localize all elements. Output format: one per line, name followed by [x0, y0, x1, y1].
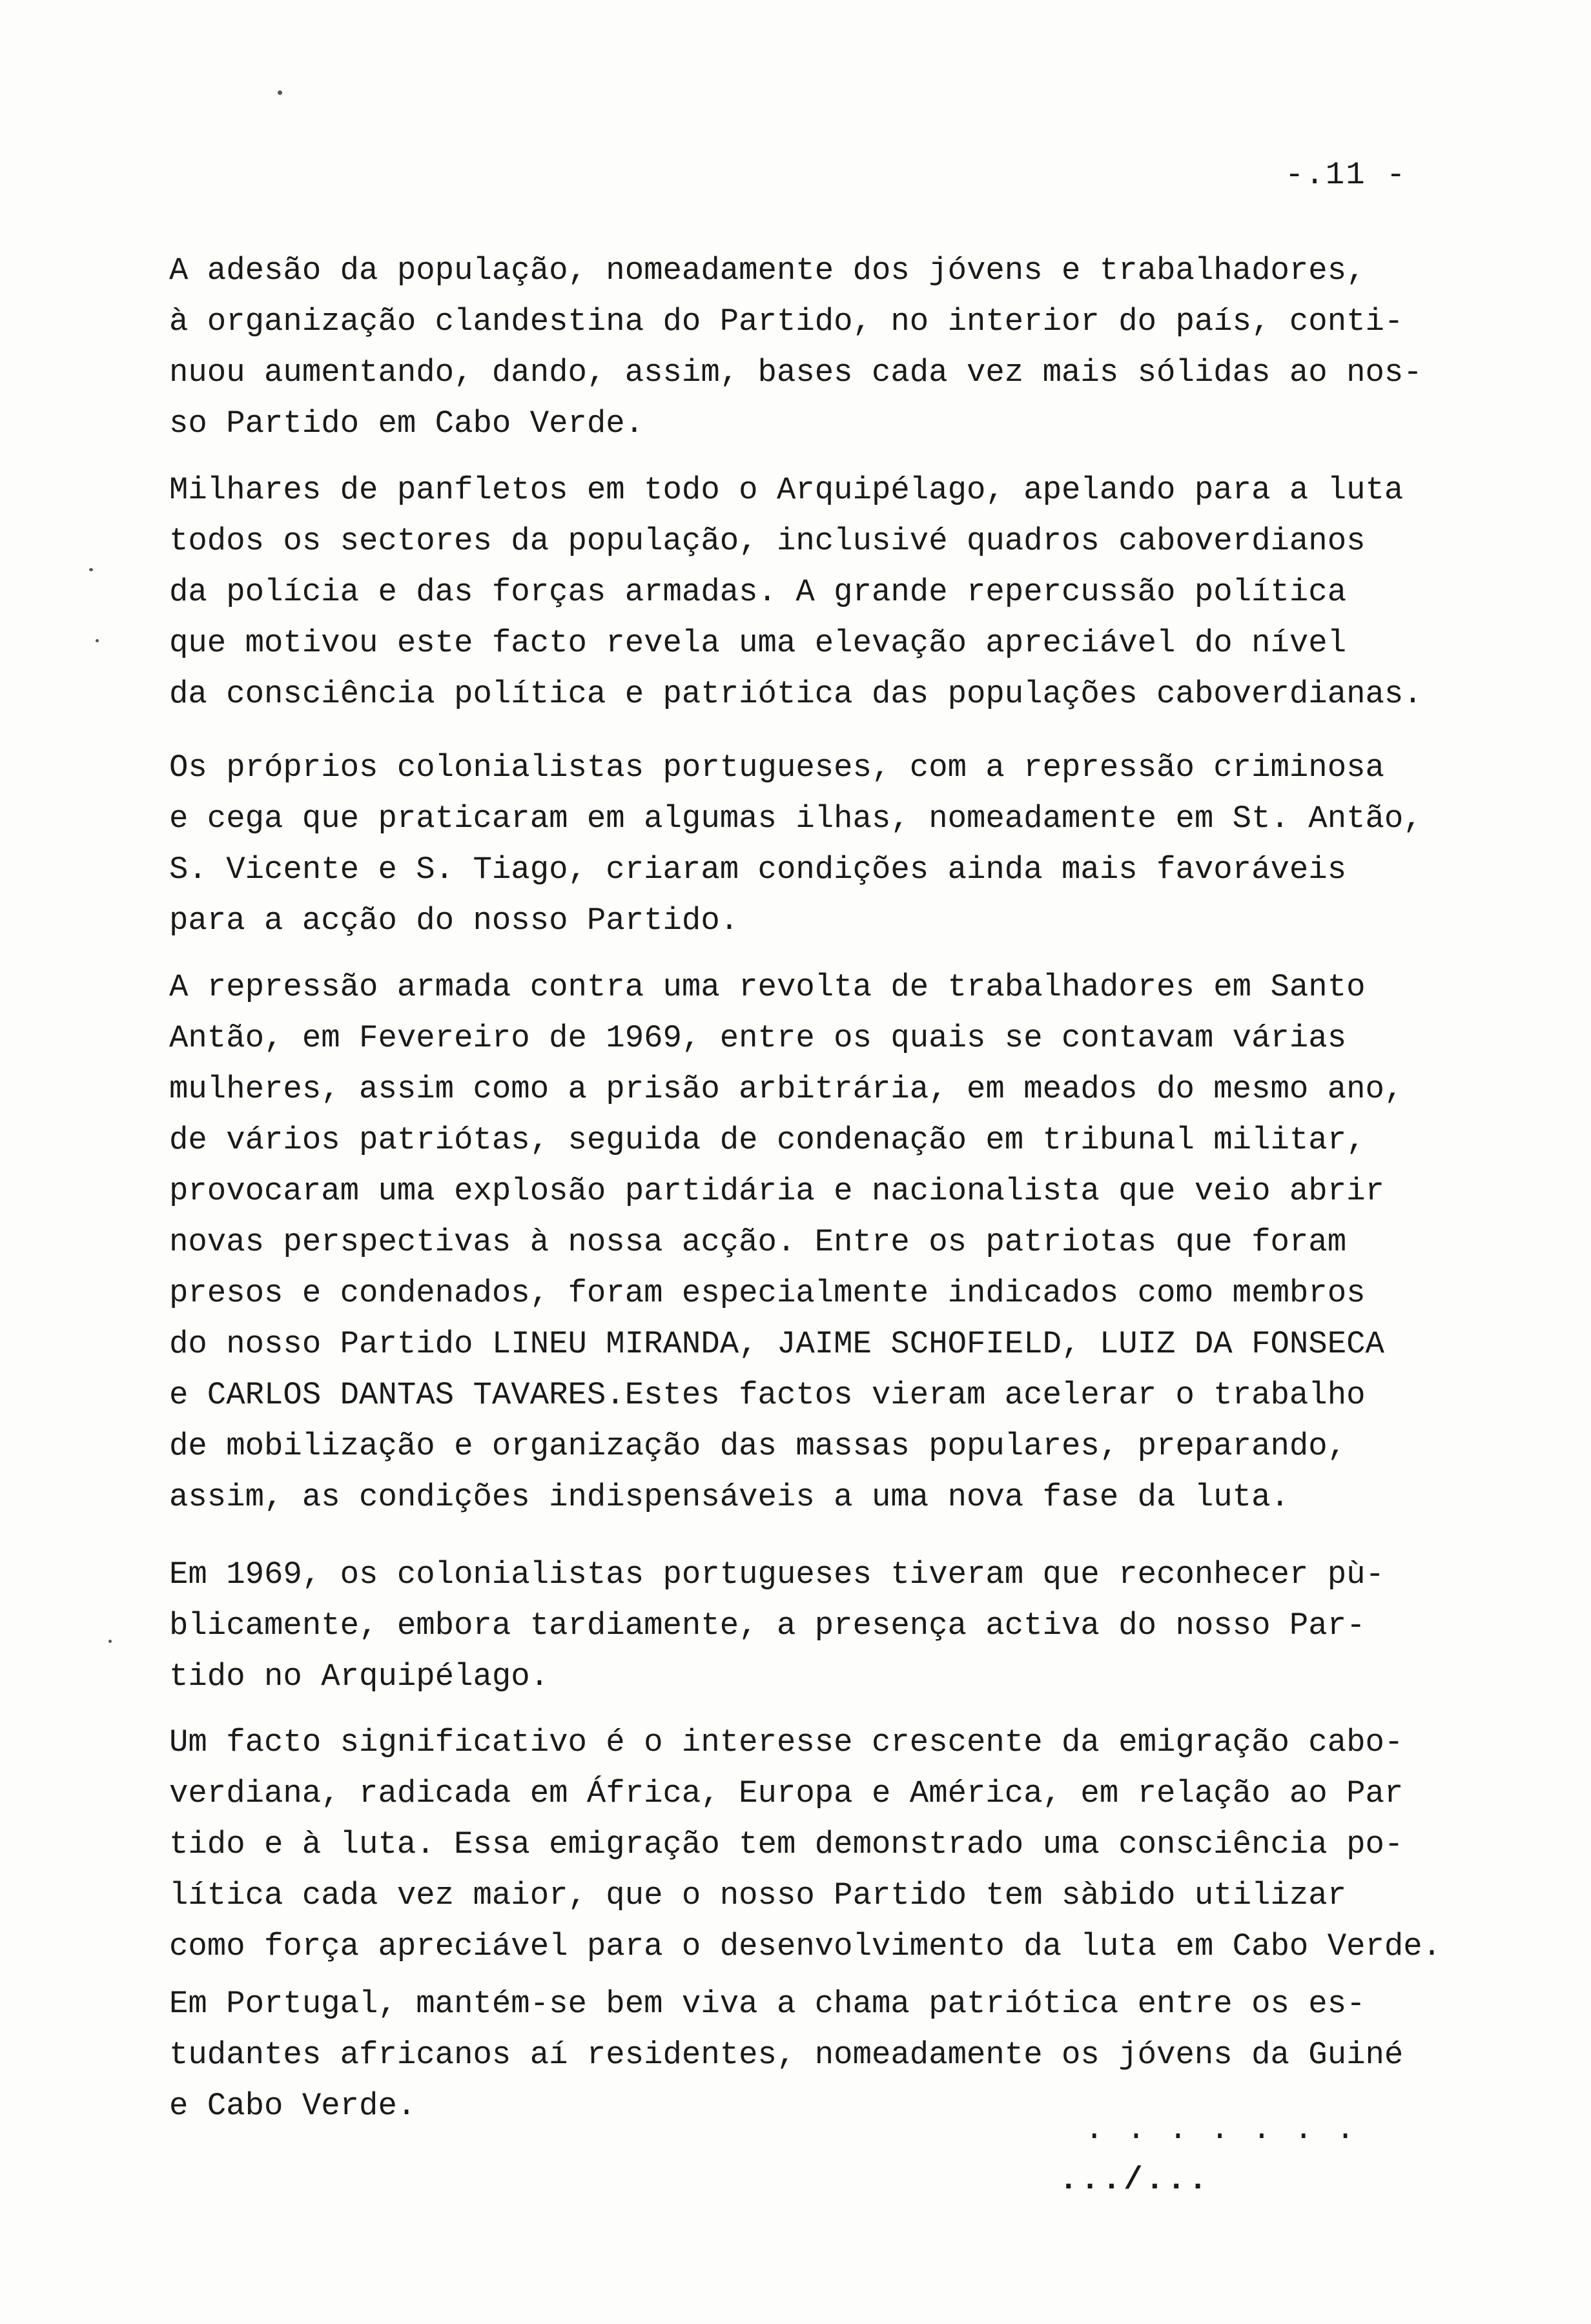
scan-speck: [89, 568, 93, 571]
text-line: Os próprios colonialistas portugueses, com a repressão criminosa: [169, 749, 1384, 786]
text-line: tido no Arquipélago.: [169, 1658, 549, 1695]
text-line: que motivou este facto revela uma elevação apreciável do nível: [169, 625, 1347, 661]
text-line: lítica cada vez maior, que o nosso Partido tem sàbido utilizar: [169, 1877, 1347, 1913]
text-line: Em Portugal, mantém-se bem viva a chama patriótica entre os es-: [169, 1986, 1366, 2022]
text-line: e cega que praticaram em algumas ilhas, nomeadamente em St. Antão,: [169, 800, 1422, 837]
text-line: Milhares de panfletos em todo o Arquipélago, apelando para a luta: [169, 472, 1404, 508]
text-line: de mobilização e organização das massas populares, preparando,: [169, 1428, 1347, 1464]
paragraph: [169, 1717, 1454, 1972]
scan-speck: [108, 1640, 112, 1643]
text-line: assim, as condições indispensáveis a uma nova fase da luta.: [169, 1479, 1289, 1515]
text-line: para a acção do nosso Partido.: [169, 902, 739, 939]
text-line: tido e à luta. Essa emigração tem demonstrado uma consciência po-: [169, 1826, 1404, 1862]
text-line: so Partido em Cabo Verde.: [169, 405, 644, 442]
text-line: blicamente, embora tardiamente, a presença activa do nosso Par-: [169, 1607, 1366, 1644]
continuation-marker: .../...: [1059, 2162, 1210, 2198]
text-line: presos e condenados, foram especialmente indicados como membros: [169, 1275, 1366, 1311]
text-line: Antão, em Fevereiro de 1969, entre os quais se contavam várias: [169, 1020, 1347, 1056]
text-line: todos os sectores da população, inclusivé quadros caboverdianos: [169, 523, 1366, 559]
paragraph: [169, 962, 1454, 1523]
scan-speck: [96, 639, 99, 642]
text-line: tudantes africanos aí residentes, nomeadamente os jóvens da Guiné: [169, 2037, 1404, 2073]
text-line: A repressão armada contra uma revolta de trabalhadores em Santo: [169, 969, 1366, 1005]
text-line: provocaram uma explosão partidária e nacionalista que veio abrir: [169, 1173, 1384, 1209]
text-line: como força apreciável para o desenvolvimento da luta em Cabo Verde.: [169, 1928, 1442, 1964]
text-line: à organização clandestina do Partido, no interior do país, conti-: [169, 303, 1404, 340]
text-line: A adesão da população, nomeadamente dos jóvens e trabalhadores,: [169, 252, 1366, 289]
text-line: nuou aumentando, dando, assim, bases cada vez mais sólidas ao nos-: [169, 354, 1422, 391]
text-line: e CARLOS DANTAS TAVARES.Estes factos vieram acelerar o trabalho: [169, 1377, 1366, 1413]
text-line: Um facto significativo é o interesse crescente da emigração cabo-: [169, 1724, 1404, 1760]
text-line: de vários patriótas, seguida de condenação em tribunal militar,: [169, 1122, 1366, 1158]
footer-dots: . . . . . . .: [1085, 2112, 1357, 2148]
text-line: da polícia e das forças armadas. A grande repercussão política: [169, 574, 1347, 610]
paragraph: [169, 245, 1454, 449]
paragraph: [169, 742, 1454, 946]
text-line: novas perspectivas à nossa acção. Entre os patriotas que foram: [169, 1224, 1347, 1260]
text-line: e Cabo Verde.: [169, 2088, 416, 2124]
scan-speck: [278, 90, 282, 95]
text-line: da consciência política e patriótica das populações caboverdianas.: [169, 676, 1422, 712]
text-line: mulheres, assim como a prisão arbitrária, em meados do mesmo ano,: [169, 1071, 1404, 1107]
page-number: -.11 -: [1285, 157, 1407, 193]
text-line: verdiana, radicada em África, Europa e América, em relação ao Par: [169, 1775, 1404, 1811]
text-line: Em 1969, os colonialistas portugueses tiveram que reconhecer pù-: [169, 1556, 1384, 1593]
paragraph: [169, 465, 1454, 720]
text-line: do nosso Partido LINEU MIRANDA, JAIME SCHOFIELD, LUIZ DA FONSECA: [169, 1326, 1384, 1362]
paragraph: [169, 1549, 1454, 1702]
text-line: S. Vicente e S. Tiago, criaram condições ainda mais favoráveis: [169, 851, 1347, 888]
